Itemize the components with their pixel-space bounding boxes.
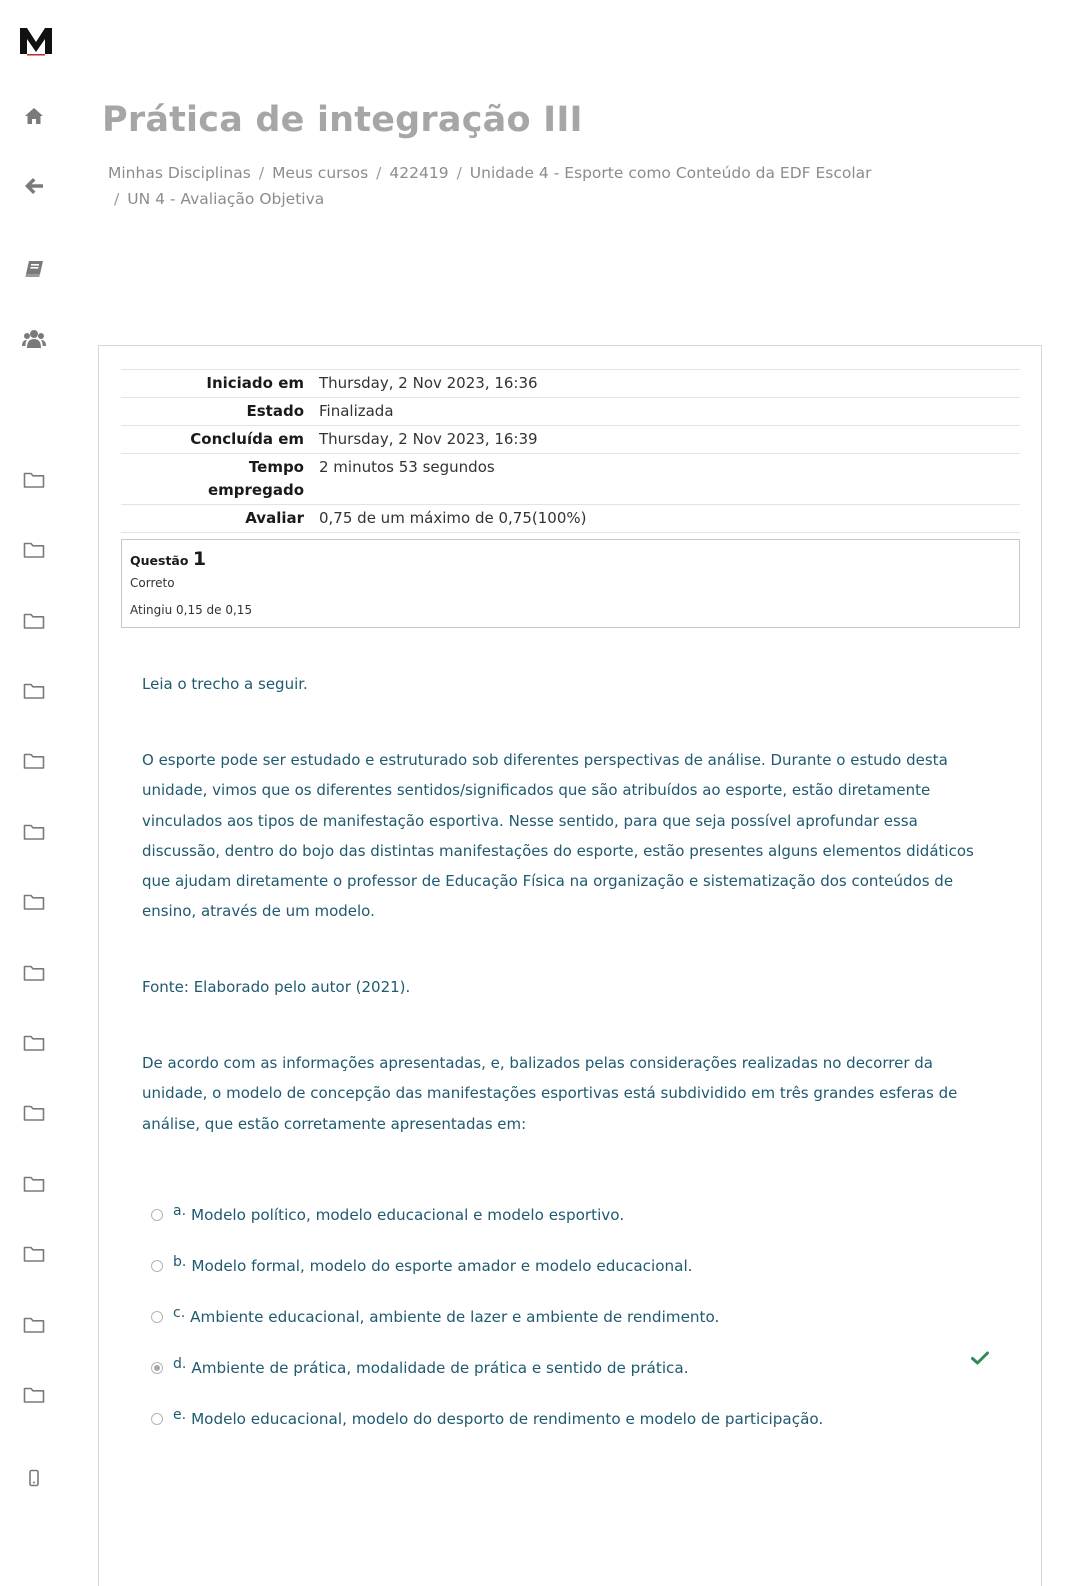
breadcrumb-item-meus-cursos[interactable]: Meus cursos: [272, 164, 369, 182]
answer-option-a[interactable]: [151, 1200, 624, 1230]
site-logo[interactable]: [19, 26, 53, 56]
folder-icon[interactable]: [21, 1101, 47, 1125]
book-icon[interactable]: [21, 257, 47, 281]
answer-text: Modelo educacional, modelo do desporto de rendimento e modelo de participação.: [191, 1410, 824, 1428]
question-number: [130, 548, 206, 570]
answer-letter: d.: [173, 1356, 187, 1372]
breadcrumb-item-minhas-disciplinas[interactable]: Minhas Disciplinas: [108, 164, 251, 182]
question-paragraph: Leia o trecho a seguir.: [142, 675, 308, 693]
question-paragraph: Fonte: Elaborado pelo autor (2021).: [142, 978, 411, 996]
answer-letter: b.: [173, 1254, 187, 1270]
question-number-value: 1: [192, 548, 207, 570]
summary-row: [121, 426, 1020, 454]
summary-row: [121, 505, 1020, 533]
summary-value: 2 minutos 53 segundos: [319, 458, 495, 476]
folder-icon[interactable]: [21, 538, 47, 562]
summary-label: Estado: [246, 402, 304, 420]
question-info-box: [121, 539, 1020, 628]
breadcrumb-separator: /: [376, 164, 382, 182]
folder-icon[interactable]: [21, 1242, 47, 1266]
summary-value: Thursday, 2 Nov 2023, 16:36: [319, 374, 538, 392]
summary-row: [121, 454, 1020, 505]
answer-letter: a.: [173, 1203, 187, 1219]
breadcrumb-item-unit[interactable]: Unidade 4 - Esporte como Conteúdo da EDF Escolar: [469, 164, 872, 182]
question-paragraph: De acordo com as informações apresentadas, e, balizados pelas considerações realizadas no decorrer da unidade, o modelo de concepção das manifestações esportivas está subdividido em três grandes esferas de análise, que estão corretamente apresentadas em:: [142, 1054, 958, 1133]
radio-button[interactable]: [151, 1413, 163, 1425]
answer-option-d[interactable]: [151, 1353, 689, 1383]
correct-check-icon: [971, 1350, 989, 1369]
folder-icon[interactable]: [21, 468, 47, 492]
sidebar: [0, 0, 68, 1573]
folder-icon[interactable]: [21, 679, 47, 703]
radio-button[interactable]: [151, 1209, 163, 1221]
breadcrumb-separator: /: [258, 164, 265, 182]
summary-label: Concluída em: [190, 430, 304, 448]
question-paragraph: O esporte pode ser estudado e estruturado sob diferentes perspectivas de análise. Durante o estudo desta unidade, vimos que os diferentes sentidos/significados que são atribuídos ao esporte, estão diretamente vinculados aos tipos de manifestação esportiva. Nesse sentido, para que seja possível aprofundar essa discussão, dentro do bojo das distintas manifestações do esporte, estão presentes alguns elementos didáticos que ajudam diretamente o professor de Educação Física na organização e sistematização dos conteúdos de ensino, através de um modelo.: [142, 751, 974, 921]
summary-value: 0,75 de um máximo de 0,75(100%): [319, 509, 587, 527]
breadcrumb-separator: /: [114, 190, 120, 208]
page-title: Prática de integração III: [102, 100, 583, 140]
breadcrumb-item-course-code[interactable]: 422419: [389, 164, 449, 182]
answer-text: Modelo político, modelo educacional e modelo esportivo.: [191, 1206, 625, 1224]
folder-icon[interactable]: [21, 820, 47, 844]
mobile-icon[interactable]: [21, 1466, 47, 1490]
question-state: Correto: [130, 576, 175, 590]
breadcrumb: [108, 160, 928, 212]
answer-letter: c.: [173, 1305, 186, 1321]
answer-text: Ambiente educacional, ambiente de lazer e ambiente de rendimento.: [190, 1308, 720, 1326]
summary-row: [121, 370, 1020, 398]
radio-button-selected[interactable]: [151, 1362, 163, 1374]
summary-row: [121, 398, 1020, 426]
folder-icon[interactable]: [21, 1313, 47, 1337]
quiz-review-card: [98, 345, 1042, 1586]
answer-text: Modelo formal, modelo do esporte amador e modelo educacional.: [191, 1257, 693, 1275]
answer-option-b[interactable]: [151, 1251, 693, 1281]
breadcrumb-item-assessment[interactable]: UN 4 - Avaliação Objetiva: [127, 190, 325, 208]
folder-icon[interactable]: [21, 1383, 47, 1407]
attempt-summary-table: [121, 369, 1020, 533]
answer-option-c[interactable]: [151, 1302, 719, 1332]
breadcrumb-separator: /: [456, 164, 462, 182]
back-arrow-icon[interactable]: [21, 174, 47, 198]
folder-icon[interactable]: [21, 890, 47, 914]
radio-button[interactable]: [151, 1311, 163, 1323]
home-icon[interactable]: [21, 104, 47, 128]
folder-icon[interactable]: [21, 749, 47, 773]
summary-label: Avaliar: [245, 509, 304, 527]
summary-label: Iniciado em: [206, 374, 304, 392]
question-grade: Atingiu 0,15 de 0,15: [130, 603, 253, 617]
question-prefix: Questão: [130, 553, 189, 568]
users-icon[interactable]: [21, 327, 47, 351]
summary-label: Tempo empregado: [207, 458, 304, 499]
summary-value: Finalizada: [319, 402, 394, 420]
radio-button[interactable]: [151, 1260, 163, 1272]
answer-text: Ambiente de prática, modalidade de prática e sentido de prática.: [191, 1359, 689, 1377]
logo-icon: [19, 26, 53, 56]
answer-option-e[interactable]: [151, 1404, 823, 1434]
summary-value: Thursday, 2 Nov 2023, 16:39: [319, 430, 538, 448]
folder-icon[interactable]: [21, 961, 47, 985]
answer-letter: e.: [173, 1407, 187, 1423]
folder-icon[interactable]: [21, 1031, 47, 1055]
folder-icon[interactable]: [21, 1172, 47, 1196]
folder-icon[interactable]: [21, 609, 47, 633]
